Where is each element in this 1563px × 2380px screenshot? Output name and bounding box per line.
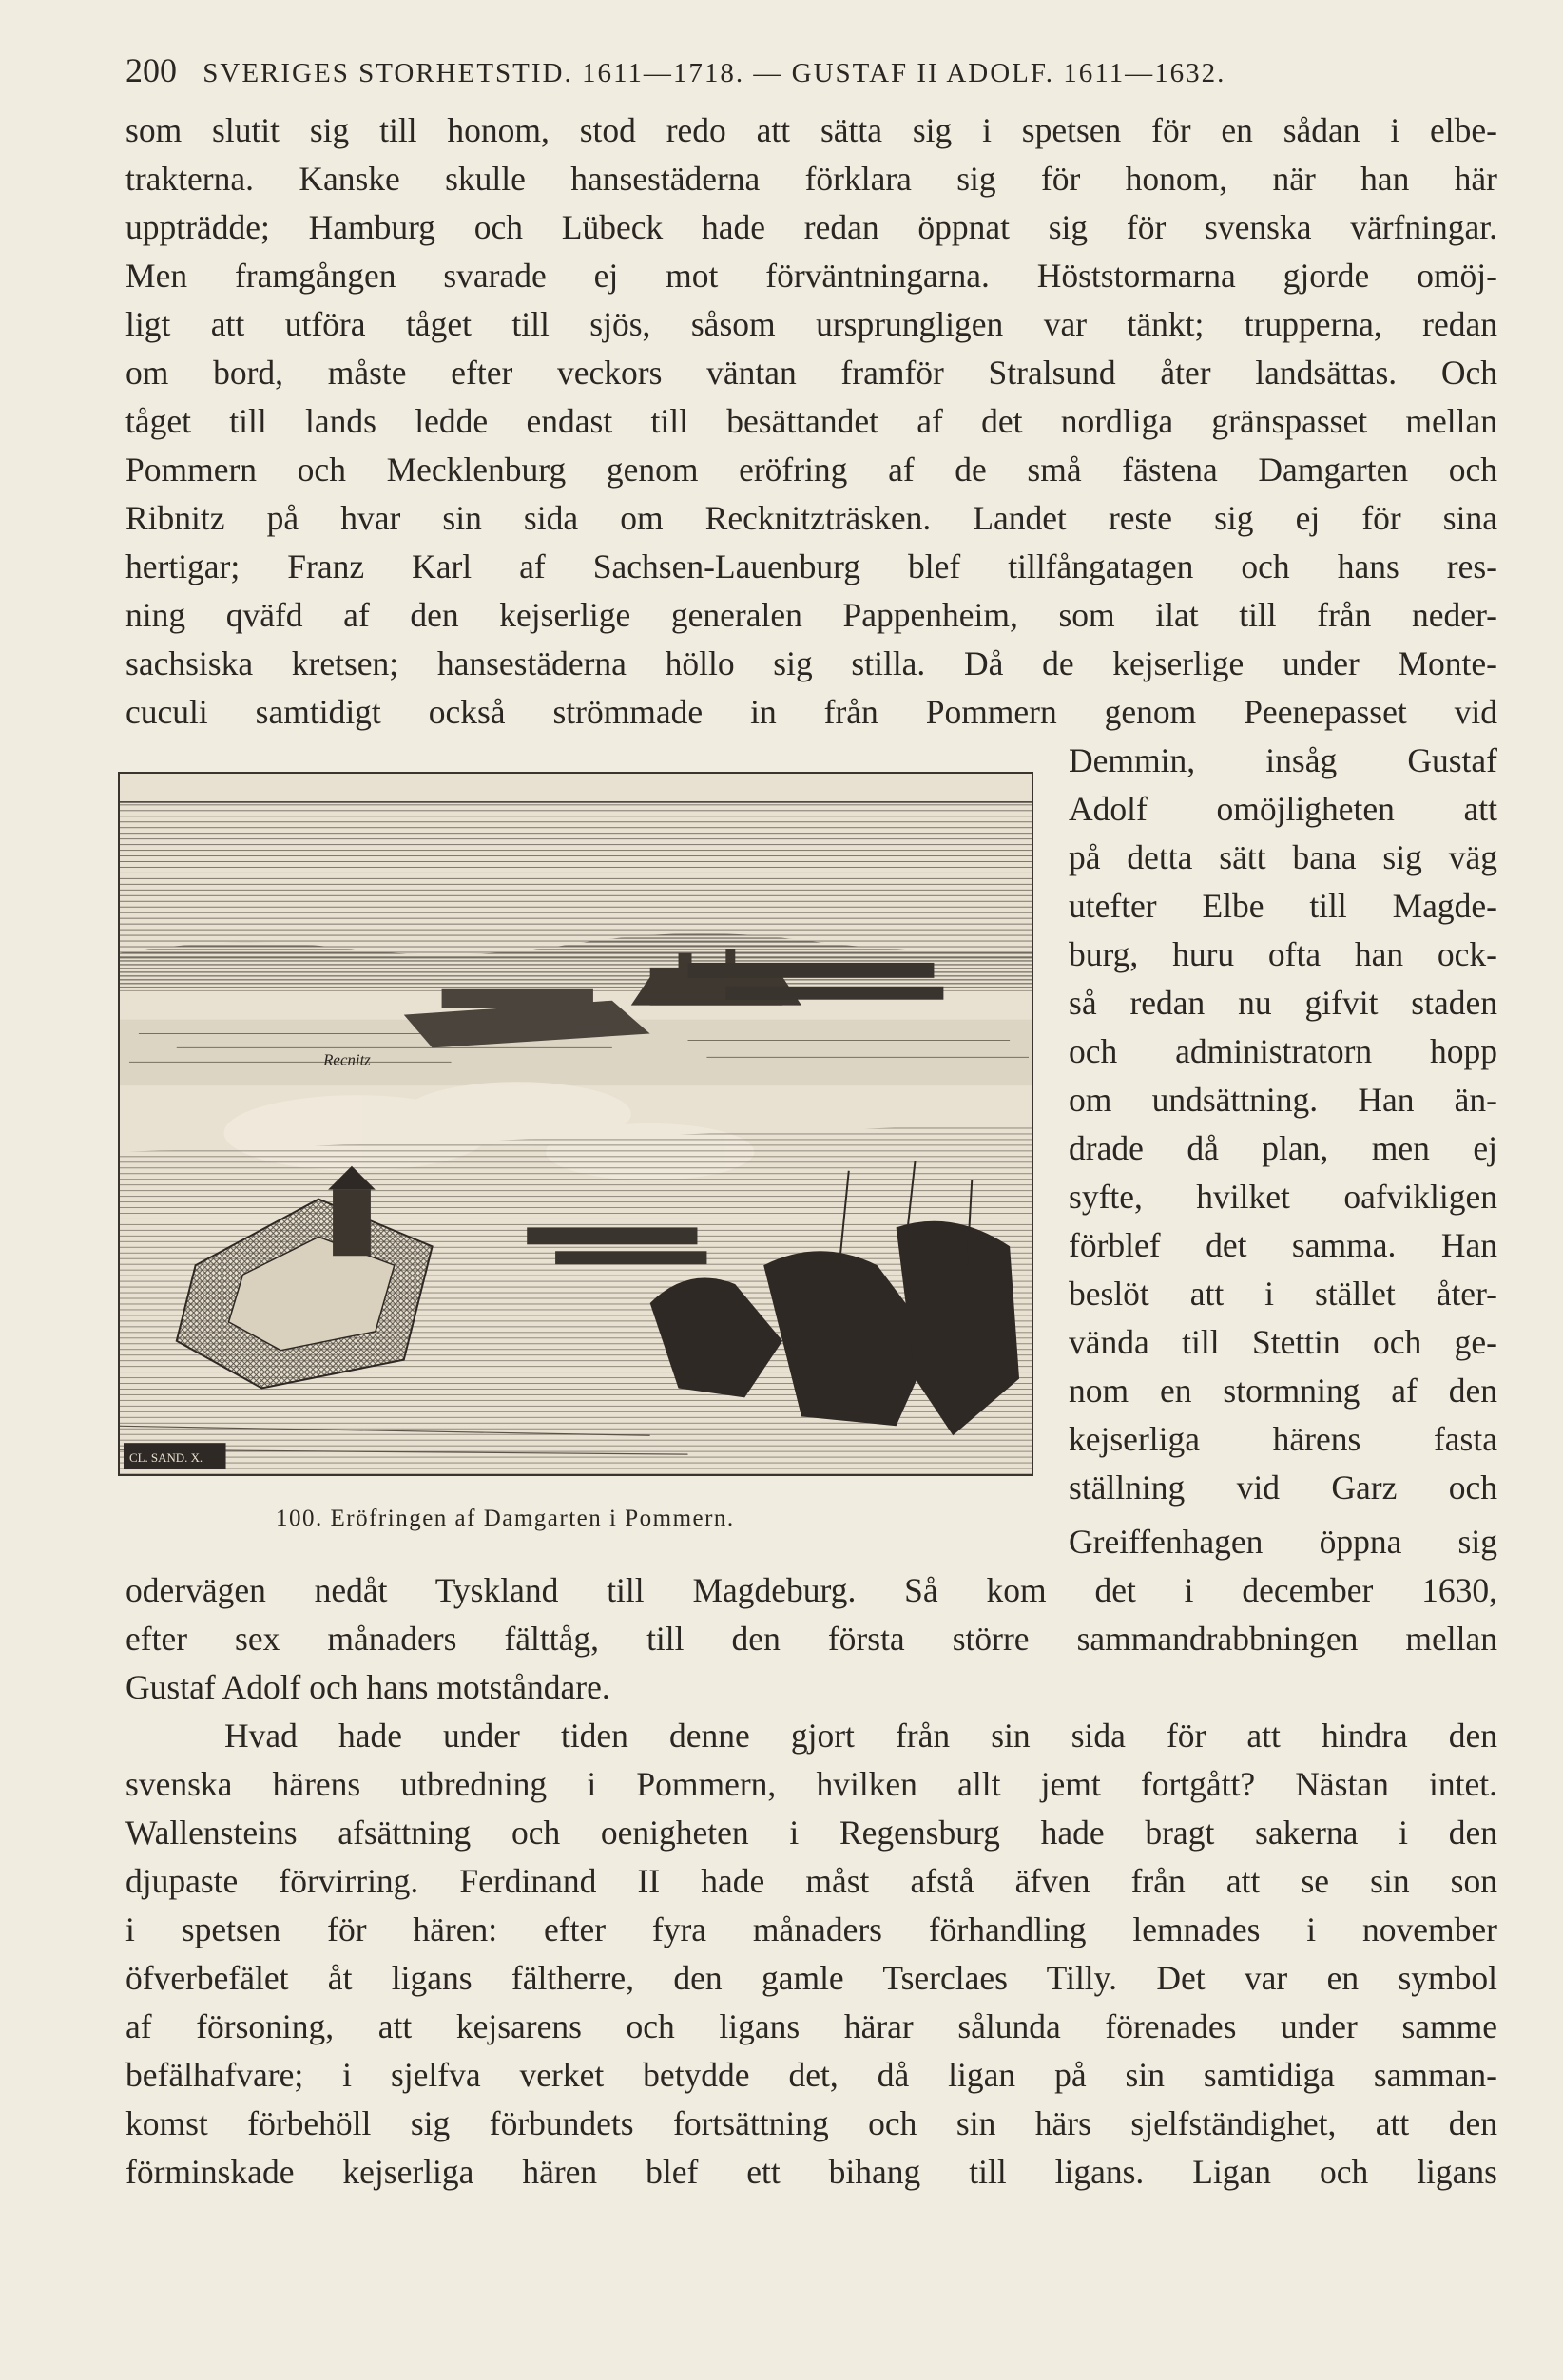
text-line: Hvad hade under tiden denne gjort från sin sida för att hindra den xyxy=(224,1717,1497,1755)
text-line: Gustaf Adolf och hans motståndare. xyxy=(125,1668,610,1706)
figure-caption: 100. Eröfringen af Damgarten i Pommern. xyxy=(276,1506,735,1531)
text-line: drade då plan, men ej xyxy=(1069,1129,1497,1167)
text-line: efter sex månaders fälttåg, till den första större sammandrabbningen mellan xyxy=(125,1620,1497,1658)
text-line: Demmin, insåg Gustaf xyxy=(1069,741,1497,779)
text-line: befälhafvare; i sjelfva verket betydde det, då ligan på sin samtidiga samman- xyxy=(125,2056,1497,2094)
text-line: Greiffenhagen öppna sig xyxy=(1069,1523,1497,1561)
text-line: Pommern och Mecklenburg genom eröfring af de små fästena Damgarten och xyxy=(125,451,1497,489)
running-title: SVERIGES STORHETSTID. 1611—1718. — GUSTAF II ADOLF. 1611—1632. xyxy=(203,58,1226,88)
text-line: i spetsen för hären: efter fyra månaders förhandling lemnades i november xyxy=(125,1910,1497,1948)
text-line: Adolf omöjligheten att xyxy=(1069,790,1497,828)
text-line: kejserliga härens fasta xyxy=(1069,1420,1497,1458)
text-line: nom en stormning af den xyxy=(1069,1372,1497,1410)
text-line: burg, huru ofta han ock- xyxy=(1069,935,1497,973)
text-line: syfte, hvilket oafvikligen xyxy=(1069,1178,1497,1216)
text-line: odervägen nedåt Tyskland till Magdeburg. Så kom det i december 1630, xyxy=(125,1571,1497,1609)
text-line: Wallensteins afsättning och oenigheten i Regensburg hade bragt sakerna i den xyxy=(125,1814,1497,1852)
text-line: vända till Stettin och ge- xyxy=(1069,1323,1497,1361)
text-line: så redan nu gifvit staden xyxy=(1069,984,1497,1022)
text-line: uppträdde; Hamburg och Lübeck hade redan öppnat sig för svenska värfningar. xyxy=(125,208,1497,246)
text-line: af försoning, att kejsarens och ligans härar sålunda förenades under samme xyxy=(125,2007,1497,2045)
artist-signature: CL. SAND. X. xyxy=(128,1450,203,1466)
text-line: på detta sätt bana sig väg xyxy=(1069,838,1497,876)
text-line: hertigar; Franz Karl af Sachsen-Lauenburg blef tillfångatagen och hans res- xyxy=(125,547,1497,585)
running-header xyxy=(125,49,1504,91)
text-line: tåget till lands ledde endast till besättandet af det nordliga gränspasset mellan xyxy=(125,402,1497,440)
text-line: som slutit sig till honom, stod redo att sätta sig i spetsen för en sådan i elbe- xyxy=(125,111,1497,149)
text-line: Ribnitz på hvar sin sida om Recknitzträsken. Landet reste sig ej för sina xyxy=(125,499,1497,537)
text-line: ställning vid Garz och xyxy=(1069,1468,1497,1507)
text-line: Men framgången svarade ej mot förväntningarna. Höststormarna gjorde omöj- xyxy=(125,257,1497,295)
text-line: ligt att utföra tåget till sjös, såsom ursprungligen var tänkt; trupperna, redan xyxy=(125,305,1497,343)
text-line: sachsiska kretsen; hansestäderna höllo sig stilla. Då de kejserlige under Monte- xyxy=(125,644,1497,682)
text-line: förblef det samma. Han xyxy=(1069,1226,1497,1264)
text-line: svenska härens utbredning i Pommern, hvilken allt jemt fortgått? Nästan intet. xyxy=(125,1765,1497,1803)
text-line: utefter Elbe till Magde- xyxy=(1069,887,1497,925)
engraving-illustration-icon xyxy=(118,772,1033,1476)
text-line: om undsättning. Han än- xyxy=(1069,1081,1497,1119)
text-line: djupaste förvirring. Ferdinand II hade måst afstå äfven från att se sin son xyxy=(125,1862,1497,1900)
text-line: om bord, måste efter veckors väntan framför Stralsund åter landsättas. Och xyxy=(125,354,1497,392)
page-number: 200 xyxy=(125,51,177,89)
text-line: förminskade kejserliga hären blef ett bihang till ligans. Ligan och ligans xyxy=(125,2153,1497,2191)
text-line: komst förbehöll sig förbundets fortsättning och sin härs sjelfständighet, att den xyxy=(125,2104,1497,2142)
text-line: och administratorn hopp xyxy=(1069,1032,1497,1070)
river-inscription: Recnitz xyxy=(323,1050,371,1069)
text-line: trakterna. Kanske skulle hansestäderna förklara sig för honom, när han här xyxy=(125,160,1497,198)
text-line: beslöt att i stället åter- xyxy=(1069,1275,1497,1313)
text-line: ning qväfd af den kejserlige generalen Pappenheim, som ilat till från neder- xyxy=(125,596,1497,634)
text-line: öfverbefälet åt ligans fältherre, den gamle Tserclaes Tilly. Det var en symbol xyxy=(125,1959,1497,1997)
text-line: cuculi samtidigt också strömmade in från Pommern genom Peenepasset vid xyxy=(125,693,1497,731)
